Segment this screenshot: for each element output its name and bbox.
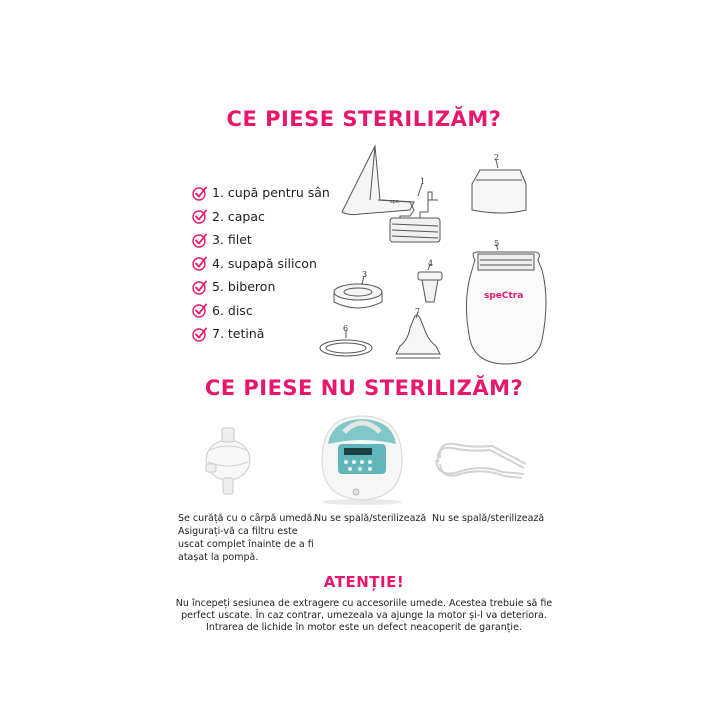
item-label: 5. biberon: [212, 279, 276, 295]
tubing-image: [432, 438, 528, 482]
parts-diagram: [310, 140, 550, 380]
no-sterilize-title: CE PIESE NU STERILIZĂM?: [204, 376, 524, 400]
bottle-drawing: [466, 252, 546, 364]
diagram-number: 3: [362, 270, 368, 279]
item-label: 3. filet: [212, 232, 252, 248]
breast-shield-drawing: [342, 146, 440, 242]
cap-drawing: [472, 170, 526, 213]
spectra-logo: speCtra: [484, 291, 524, 301]
check-circle-icon: [192, 255, 208, 271]
sterilize-title: CE PIESE STERILIZĂM?: [226, 107, 502, 131]
diagram-number: 7: [415, 307, 421, 316]
tubing-caption: Nu se spală/sterilizează: [432, 513, 545, 524]
check-circle-icon: [192, 302, 208, 318]
pump-caption: Nu se spală/sterilizează: [314, 513, 427, 524]
diagram-number: 4: [428, 259, 434, 268]
diagram-number: 5: [494, 239, 500, 248]
nipple-drawing: [396, 315, 440, 358]
disc-drawing: [320, 340, 372, 356]
check-circle-icon: [192, 185, 208, 201]
diagram-number: 6: [343, 324, 349, 333]
svg-text:spe: spe: [390, 199, 399, 205]
attention-line: Intrarea de lichide în motor este un defect neacoperit de garanție.: [206, 622, 522, 633]
attention-line: perfect uscate. În caz contrar, umezeala va ajunge la motor și-l va deteriora.: [181, 610, 547, 621]
diagram-number: 1: [420, 177, 426, 186]
backflow-filter-image: [200, 420, 256, 500]
valve-drawing: [418, 272, 442, 302]
attention-line: Nu începeți sesiunea de extragere cu accesoriile umede. Acestea trebuie să fie: [175, 598, 553, 609]
item-label: 2. capac: [212, 208, 265, 224]
ring-drawing: [334, 284, 382, 308]
item-label: 4. supapă silicon: [212, 255, 317, 271]
item-label: 1. cupă pentru sân: [212, 185, 330, 201]
check-circle-icon: [192, 232, 208, 248]
item-label: 6. disc: [212, 302, 253, 318]
diagram-number: 2: [494, 153, 500, 162]
check-circle-icon: [192, 326, 208, 342]
filter-caption: Se curăță cu o cârpă umedă. Asigurați-vă ca filtru este uscat complet înainte de a fi atașat la pompă.: [178, 513, 316, 563]
attention-title: ATENȚIE!: [323, 573, 405, 591]
item-label: 7. tetină: [212, 326, 265, 342]
check-circle-icon: [192, 279, 208, 295]
pump-image: [314, 410, 410, 506]
check-circle-icon: [192, 208, 208, 224]
